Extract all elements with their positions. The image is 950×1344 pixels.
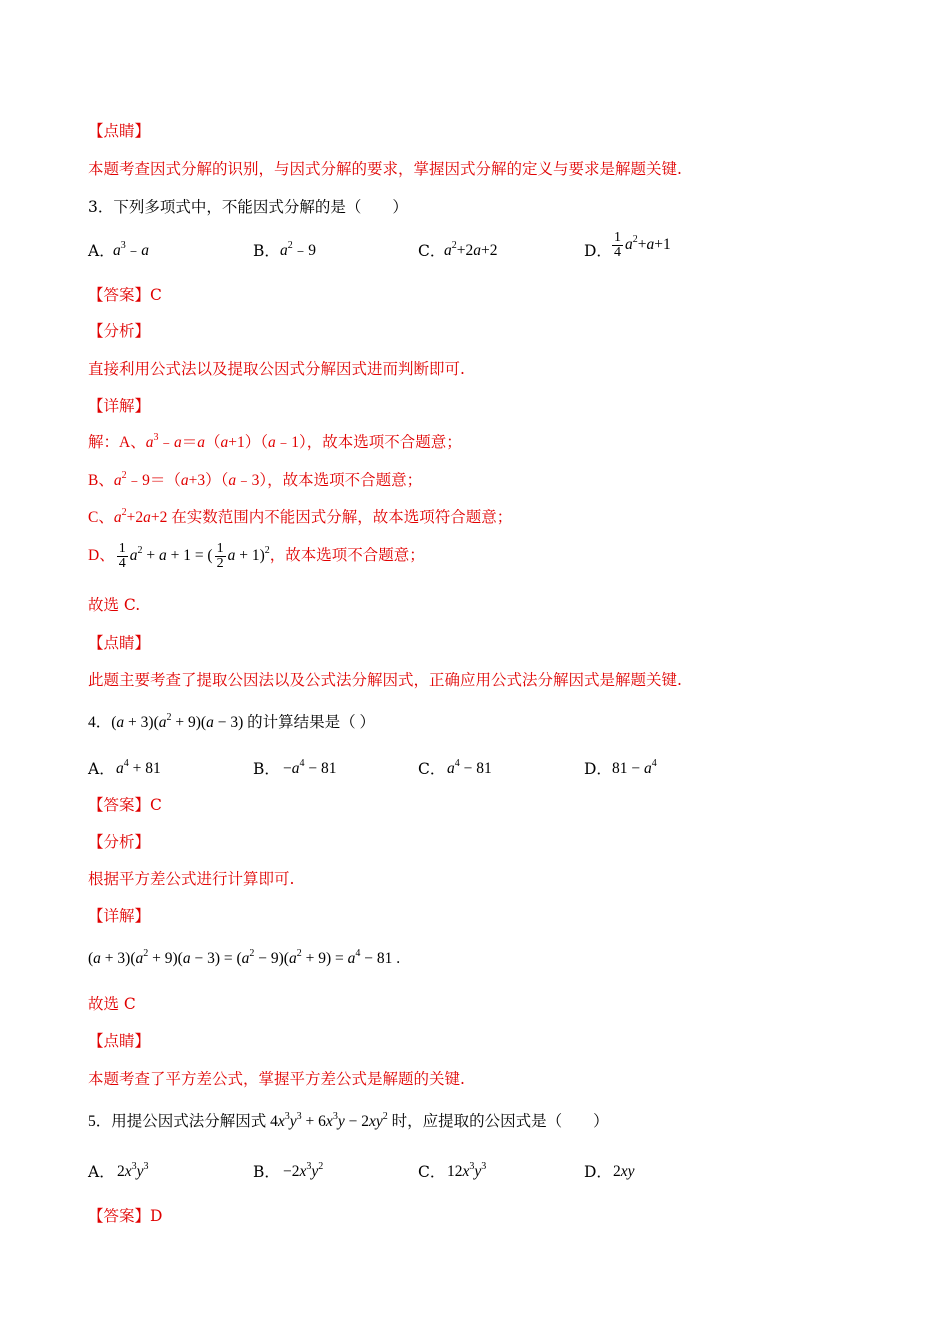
q3-detail-line-a: 解：A、$a^3﹣a=a(a+1)(a﹣1)$，故本选项不合题意； <box>88 432 462 451</box>
q4-analysis-tag: 【分析】 <box>88 833 151 851</box>
q4-dianjing-text: 本题考查了平方差公式，掌握平方差公式是解题的关键. <box>88 1070 465 1088</box>
q3-detail-tag: 【详解】 <box>88 397 151 415</box>
q3-analysis: 直接利用公式法以及提取公因式分解因式进而判断即可. <box>88 360 465 378</box>
q5-answer: 【答案】D <box>88 1207 163 1225</box>
q3-detail-line-d: D、 $\frac{1}{4}$ $a^2 + a + 1$ = ( $\frac{1}{2}$ a + 1)$^2$，故本选项不合题意； <box>88 541 425 571</box>
q5-stem: 5．用提公因式法分解因式 $4x^3y^3 + 6x^3y - 2xy^2$ 时，应提取的公因式是（ ） <box>88 1111 609 1130</box>
q4-option-c-expr: $a^4 - 81$ <box>447 758 492 777</box>
q3-analysis-tag: 【分析】 <box>88 322 151 340</box>
q4-answer: 【答案】C <box>88 796 162 814</box>
q3-detail-line-c: C、$a^2+2a+2$ 在实数范围内不能因式分解，故本选项符合题意； <box>88 507 513 526</box>
q3-answer: 【答案】C <box>88 286 162 304</box>
q4-dianjing-tag: 【点睛】 <box>88 1032 151 1050</box>
q3-conclusion: 故选 C. <box>88 596 141 614</box>
q4-conclusion: 故选 C <box>88 995 136 1013</box>
q2-dianjing-tag: 【点睛】 <box>88 122 151 140</box>
q3-option-a-expr: $a^3﹣a$ <box>113 240 150 259</box>
q5-option-d-expr: 2xy <box>613 1163 635 1180</box>
q4-detail-tag: 【详解】 <box>88 907 151 925</box>
q4-analysis: 根据平方差公式进行计算即可. <box>88 870 295 888</box>
q5-option-c-expr: $12x^3y^3$ <box>447 1161 487 1180</box>
q4-option-a-expr: $a^4 + 81$ <box>116 758 161 777</box>
q2-dianjing-text: 本题考查因式分解的识别，与因式分解的要求，掌握因式分解的定义与要求是解题关键. <box>88 160 682 178</box>
q5-option-a-expr: $2x^3y^3$ <box>117 1161 149 1180</box>
q4-option-d-expr: $81 - a^4$ <box>612 758 657 777</box>
q3-option-c-expr: $a^2+2a+2$ <box>444 240 498 259</box>
q5-option-b-expr: $-2x^3y^2$ <box>283 1161 324 1180</box>
q3-dianjing-text: 此题主要考查了提取公因法以及公式法分解因式，正确应用公式法分解因式是解题关键. <box>88 671 682 689</box>
q3-stem: 3．下列多项式中，不能因式分解的是（ ） <box>88 198 408 216</box>
q3-option-b-expr: $a^2﹣9$ <box>280 240 317 259</box>
q4-option-b-expr: $-a^4 - 81$ <box>283 758 337 777</box>
q4-detail-line: $(a + 3)(a^2 + 9)(a - 3) = (a^2 - 9)(a^2 + 9) = a^4 - 81$ . <box>88 948 401 967</box>
q3-dianjing-tag: 【点睛】 <box>88 634 151 652</box>
q3-option-d-expr: $\frac{1}{4}$ $a^2+a+1$ <box>614 230 671 260</box>
q4-stem: 4．$(a + 3)(a^2 + 9)(a - 3)$ 的计算结果是（ ） <box>88 712 375 731</box>
q3-detail-line-b: B、$a^2﹣9=(a+3)(a﹣3)$，故本选项不合题意； <box>88 470 423 489</box>
